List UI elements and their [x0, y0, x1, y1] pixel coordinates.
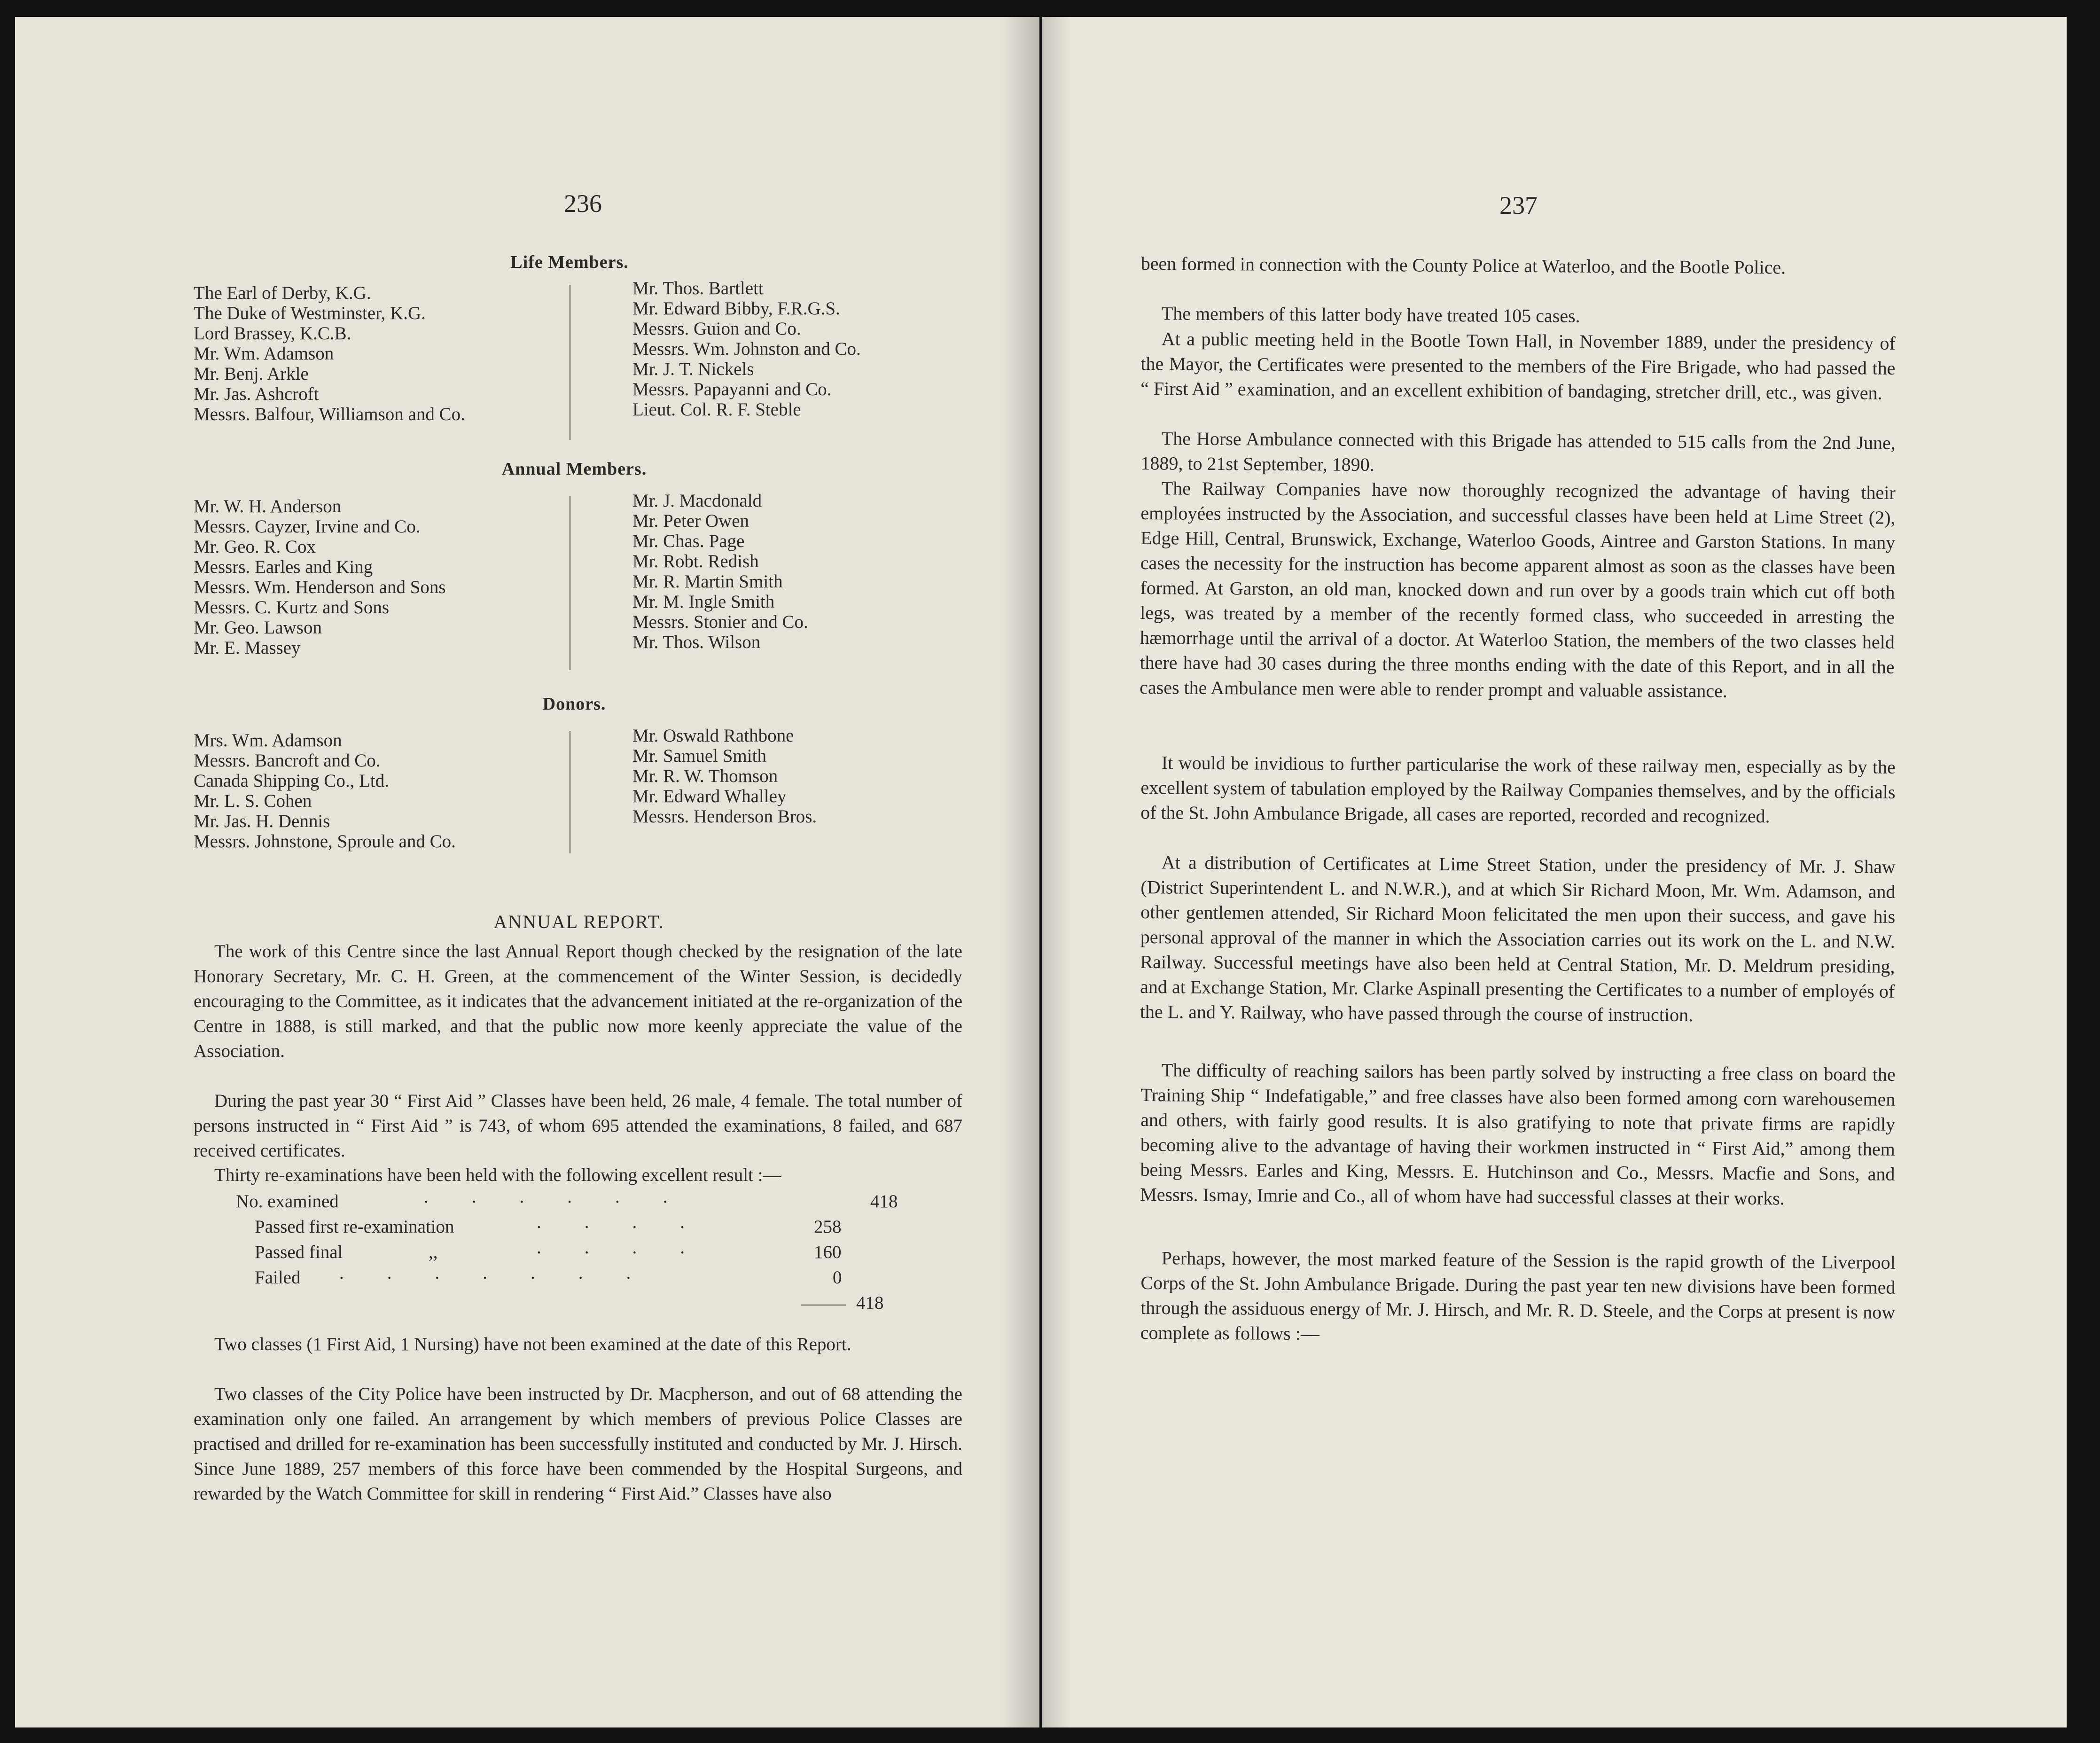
- right-page: [1042, 17, 2067, 1727]
- member-name: Mr. M. Ingle Smith: [632, 592, 775, 612]
- report-paragraph: At a public meeting held in the Bootle Town Hall, in November 1889, under the presidency of the Mayor, the Certificates were presented to the members of the Fire Brigade, who had passed the “ First Aid ” examination, and an excellent exhibition of bandaging, stretcher drill, etc., was given.: [1140, 328, 1896, 404]
- member-name: Mrs. Wm. Adamson: [194, 730, 342, 750]
- member-name: Mr. Samuel Smith: [632, 746, 766, 766]
- left-page: [15, 17, 1039, 1727]
- member-name: Mr. Benj. Arkle: [194, 364, 309, 384]
- member-name: Messrs. C. Kurtz and Sons: [194, 597, 389, 617]
- member-name: Mr. L. S. Cohen: [194, 791, 312, 811]
- page-number: 237: [1499, 191, 1538, 219]
- life-members-col1: [194, 283, 465, 424]
- report-paragraph: Thirty re-examinations have been held with the following excellent result :—: [214, 1165, 781, 1185]
- member-name: Mr. Jas. H. Dennis: [194, 811, 330, 831]
- report-paragraph: Perhaps, however, the most marked feature of the Session is the rapid growth of the Liverpool Corps of the St. John Ambulance Brigade. During the past year ten new divisions have been formed through the assiduous energy of Mr. J. Hirsch, and Mr. R. D. Steele, and the Corps at present is now complete as follows :—: [1140, 1247, 1896, 1344]
- page-number: 236: [564, 189, 602, 218]
- leader-dots: ....: [537, 1212, 728, 1232]
- report-paragraph: The work of this Centre since the last Annual Report though checked by the resignation of the late Honorary Secretary, Mr. C. H. Green, at the commencement of the Winter Session, is decidedly encouraging to the Committee, as it indicates that the advancement initiated at the re-organization of the Centre in 1888, is still marked, and that the public now more keenly appreciate the value of the Association.: [194, 941, 962, 1061]
- report-paragraph: During the past year 30 “ First Aid ” Classes have been held, 26 male, 4 female. The total number of persons instructed in “ First Aid ” is 743, of whom 695 attended the examinations, 8 failed, and 687 received certificates.: [194, 1091, 962, 1161]
- member-name: Mr. J. T. Nickels: [632, 359, 754, 379]
- member-name: Messrs. Guion and Co.: [632, 319, 801, 339]
- member-name: The Duke of Westminster, K.G.: [194, 303, 426, 323]
- result-total: 418: [856, 1293, 884, 1313]
- annual-members-col1: [194, 496, 446, 658]
- report-paragraph: It would be invidious to further particularise the work of these railway men, especially as by the excellent system of tabulation employed by the Railway Companies themselves, and by the officials of the St. John Ambulance Brigade, all cases are reported, recorded and recognized.: [1140, 752, 1896, 827]
- member-name: Mr. Geo. R. Cox: [194, 537, 316, 557]
- report-paragraph: Two classes (1 First Aid, 1 Nursing) have not been examined at the date of this Report.: [214, 1334, 851, 1354]
- member-name: Mr. W. H. Anderson: [194, 496, 342, 516]
- member-name: Mr. Edward Bibby, F.R.G.S.: [632, 298, 840, 319]
- leader-dots: .......: [339, 1263, 674, 1283]
- member-name: Messrs. Stonier and Co.: [632, 612, 808, 632]
- member-name: Mr. Edward Whalley: [632, 786, 787, 806]
- member-name: Canada Shipping Co., Ltd.: [194, 771, 389, 791]
- member-name: Mr. Jas. Ashcroft: [194, 384, 319, 404]
- member-name: Mr. J. Macdonald: [632, 491, 762, 511]
- annual-members-col2: [632, 491, 808, 652]
- report-paragraph: Two classes of the City Police have been instructed by Dr. Macpherson, and out of 68 attending the examination only one failed. An arrangement by which members of previous Police Classes are practised and drilled for re-examination has been successfully instituted and conducted by Mr. J. Hirsch. Since June 1889, 257 members of this force have been commended by the Hospital Surgeons, and rewarded by the Watch Committee for skill in rendering “ First Aid.” Classes have also: [194, 1384, 962, 1504]
- member-name: Messrs. Johnstone, Sproule and Co.: [194, 831, 456, 852]
- member-name: Messrs. Bancroft and Co.: [194, 750, 381, 771]
- member-name: Messrs. Henderson Bros.: [632, 806, 817, 827]
- gutter-shadow: [1042, 17, 1070, 1727]
- report-paragraph: The Railway Companies have now thoroughly recognized the advantage of having their employées instructed by the Association, and successful classes have been held at Lime Street (2), Edge Hill, Central, Brunswick, Exchange, Waterloo Goods, Aintree and Garston Stations. In many cases the necessity for the instruction has become apparent almost as soon as the classes have been formed. At Garston, an old man, knocked down and run over by a goods train which cut off both legs, was treated by a member of the recently formed class, who succeeded in arresting the hæmorrhage until the arrival of a doctor. At Waterloo Station, the members of the two classes held there have had 30 cases during the three months ending with the date of this Report, and in all the cases the Ambulance men were able to render prompt and valuable assistance.: [1140, 477, 1896, 702]
- member-name: The Earl of Derby, K.G.: [194, 283, 371, 303]
- member-name: Messrs. Cayzer, Irvine and Co.: [194, 516, 421, 537]
- life-members-heading: Life Members.: [510, 252, 629, 272]
- member-name: Mr. Thos. Bartlett: [632, 278, 764, 298]
- member-name: Mr. R. Martin Smith: [632, 571, 783, 592]
- member-name: Mr. Wm. Adamson: [194, 344, 334, 364]
- result-value: 258: [814, 1217, 842, 1237]
- life-members-col2: [632, 278, 861, 420]
- member-name: Mr. E. Massey: [194, 638, 301, 658]
- donors-heading: Donors.: [542, 694, 606, 714]
- leader-dots: ....: [537, 1237, 728, 1258]
- report-title: ANNUAL REPORT.: [493, 911, 664, 932]
- annual-members-heading: Annual Members.: [501, 459, 647, 479]
- result-value: 0: [833, 1267, 842, 1288]
- member-name: Lord Brassey, K.C.B.: [194, 323, 351, 344]
- result-label: Failed: [255, 1267, 301, 1288]
- ditto-mark: ,,: [429, 1242, 438, 1262]
- donors-col2: [632, 726, 817, 827]
- result-label: No. examined: [236, 1191, 339, 1212]
- result-value: 418: [870, 1191, 898, 1212]
- report-paragraph: been formed in connection with the County Police at Waterloo, and the Bootle Police.: [1140, 252, 1786, 278]
- member-name: Lieut. Col. R. F. Steble: [632, 399, 801, 420]
- member-name: Messrs. Earles and King: [194, 557, 373, 577]
- gutter-shadow: [1002, 17, 1039, 1727]
- member-name: Messrs. Wm. Johnston and Co.: [632, 339, 861, 359]
- report-paragraph: The difficulty of reaching sailors has been partly solved by instructing a free class on board the Training Ship “ Indefatigable,” and free classes have also been formed among corn warehousemen and others, with fairly good results. It is also gratifying to note that private firms are rapidly becoming alive to the advantage of having their workmen instructed in “ First Aid,” among them being Messrs. Earles and King, Messrs. E. Hutchinson and Co., Messrs. Macfie and Sons, and Messrs. Ismay, Imrie and Co., all of whom have had successful classes at their works.: [1140, 1059, 1896, 1209]
- member-name: Mr. Peter Owen: [632, 511, 749, 531]
- donors-col1: [194, 730, 456, 852]
- member-name: Mr. Thos. Wilson: [632, 632, 761, 652]
- member-name: Mr. R. W. Thomson: [632, 766, 778, 786]
- result-label: Passed final: [255, 1242, 343, 1262]
- member-name: Mr. Oswald Rathbone: [632, 726, 794, 746]
- leader-dots: ......: [424, 1187, 711, 1207]
- member-name: Messrs. Wm. Henderson and Sons: [194, 577, 446, 597]
- result-value: 160: [814, 1242, 842, 1262]
- member-name: Messrs. Papayanni and Co.: [632, 379, 832, 399]
- member-name: Mr. Chas. Page: [632, 531, 745, 551]
- member-name: Messrs. Balfour, Williamson and Co.: [194, 404, 465, 424]
- result-label: Passed first re-examination: [255, 1217, 454, 1237]
- member-name: Mr. Geo. Lawson: [194, 617, 322, 638]
- member-name: Mr. Robt. Redish: [632, 551, 759, 571]
- report-paragraph: At a distribution of Certificates at Lime Street Station, under the presidency of Mr. J. Shaw (District Superintendent L. and N.W.R.), and at which Sir Richard Moon, Mr. Wm. Adamson, and other gentlemen attended, Sir Richard Moon felicitated the men upon their success, and gave his personal approval of the manner in which the Association carries out its work on the L. and N.W. Railway. Successful meetings have also been held at Central Station, Mr. D. Meldrum presiding, and at Exchange Station, Mr. Clarke Aspinall presenting the Certificates to a number of employés of the L. and Y. Railway, who have passed through the course of instruction.: [1140, 852, 1896, 1026]
- report-paragraph: The Horse Ambulance connected with this Brigade has attended to 515 calls from the 2nd June, 1889, to 21st September, 1890.: [1140, 428, 1896, 476]
- report-paragraph: The members of this latter body have treated 105 cases.: [1161, 303, 1580, 327]
